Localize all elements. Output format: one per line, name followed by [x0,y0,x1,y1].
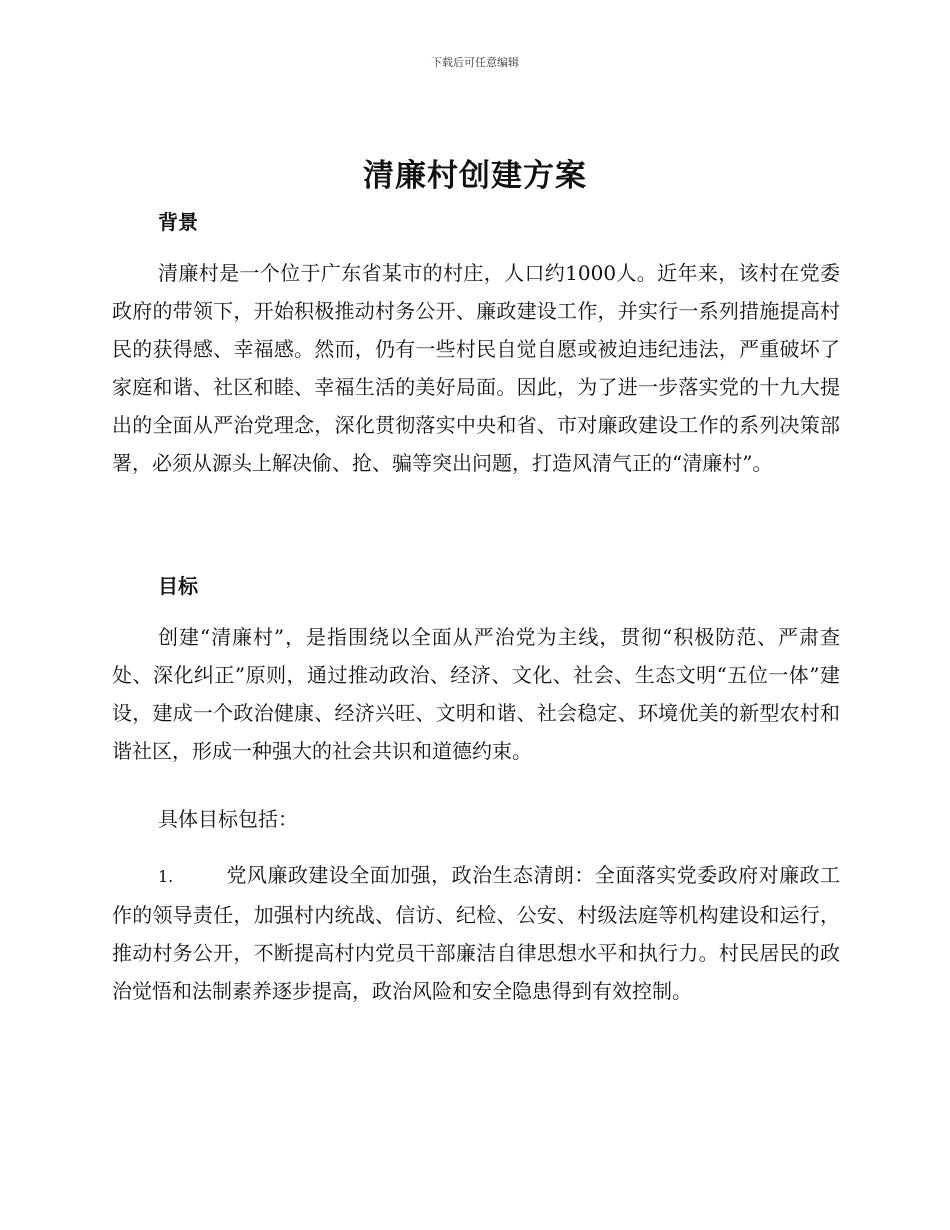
goals-paragraph: 创建“清廉村”，是指围绕以全面从严治党为主线，贯彻“积极防范、严肃查处、深化纠正”原则，通过推动政治、经济、文化、社会、生态文明“五位一体”建设，建成一个政治健康、经济兴旺、文明和谐、社会稳定、环境优美的新型农村和谐社区，形成一种强大的社会共识和道德约束。 [112,625,840,763]
list-item-text: 党风廉政建设全面加强，政治生态清朗：全面落实党委政府对廉政工作的领导责任，加强村内统战、信访、纪检、公安、村级法庭等机构建设和运行，推动村务公开，不断提高村内党员干部廉洁自律思想水平和执行力。村民居民的政治觉悟和法制素养逐步提高，政治风险和安全隐患得到有效控制。 [112,863,840,1003]
section-heading-background: 背景 [158,210,198,234]
section-heading-goals: 目标 [158,574,198,598]
goals-intro-line: 具体目标包括： [158,807,298,831]
document-title: 清廉村创建方案 [363,158,587,194]
background-paragraph: 清廉村是一个位于广东省某市的村庄，人口约1000人。近年来，该村在党委政府的带领下，开始积极推动村务公开、廉政建设工作，并实行一系列措施提高村民的获得感、幸福感。然而，仍有一些村民自觉自愿或被迫违纪违法，严重破坏了家庭和谐、社区和睦、幸福生活的美好局面。因此，为了进一步落实党的十九大提出的全面从严治党理念，深化贯彻落实中央和省、市对廉政建设工作的系列决策部署，必须从源头上解决偷、抢、骗等突出问题，打造风清气正的“清廉村”。 [112,261,840,475]
list-item-number: 1. [158,867,174,886]
header-note: 下载后可任意编辑 [431,56,519,69]
list-item [112,856,840,1010]
